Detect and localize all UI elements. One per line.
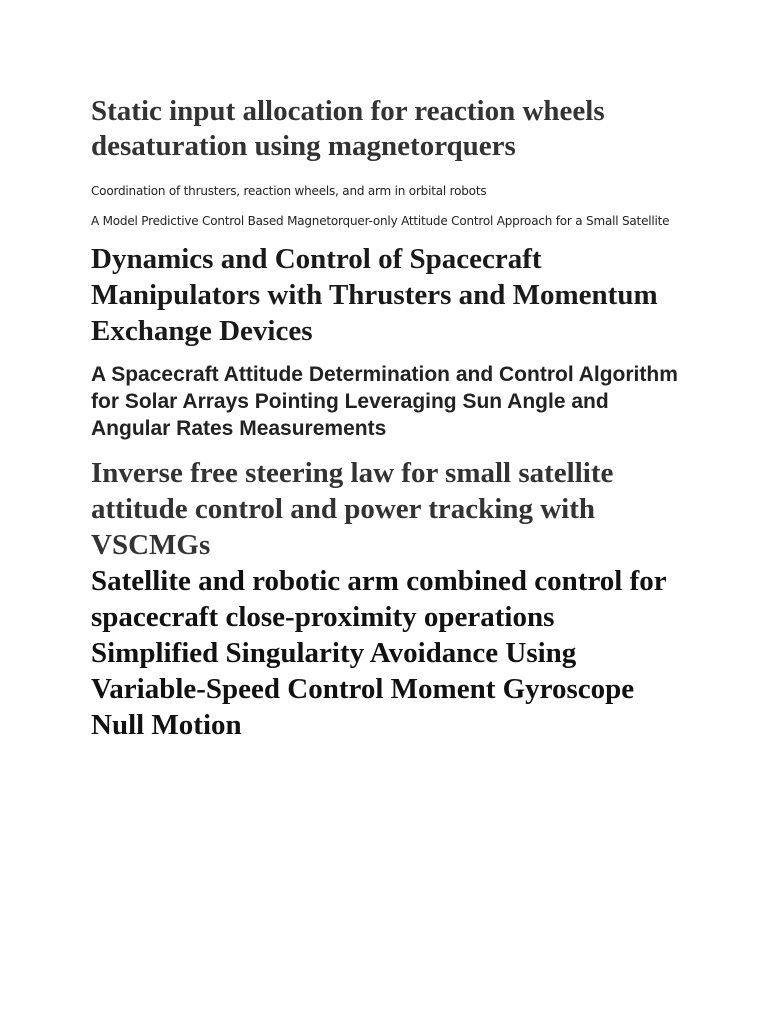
entry-title-singularity-avoidance: Simplified Singularity Avoidance Using Variable-Speed Control Moment Gyroscope Null Motion bbox=[91, 637, 635, 741]
entry-title-inverse-free-steering: Inverse free steering law for small satellite attitude control and power tracking with VSCMGs bbox=[91, 457, 614, 561]
entry-title-dynamics-control: Dynamics and Control of Spacecraft Manipulators with Thrusters and Momentum Exchange Devices bbox=[91, 243, 658, 347]
entry-title-static-input-allocation: Static input allocation for reaction wheels desaturation using magnetorquers bbox=[91, 95, 605, 162]
entry-mpc-magnetorquer: A Model Predictive Control Based Magnetorquer-only Attitude Control Approach for a Small Satellite bbox=[91, 214, 670, 228]
entry-coordination-thrusters: Coordination of thrusters, reaction wheels, and arm in orbital robots bbox=[91, 184, 487, 198]
document-page bbox=[91, 94, 691, 743]
entry-title-satellite-robotic-arm: Satellite and robotic arm combined control for spacecraft close-proximity operations bbox=[91, 565, 667, 633]
entry-title-attitude-determination: A Spacecraft Attitude Determination and Control Algorithm for Solar Arrays Pointing Leveraging Sun Angle and Angular Rates Measurements bbox=[91, 363, 678, 440]
